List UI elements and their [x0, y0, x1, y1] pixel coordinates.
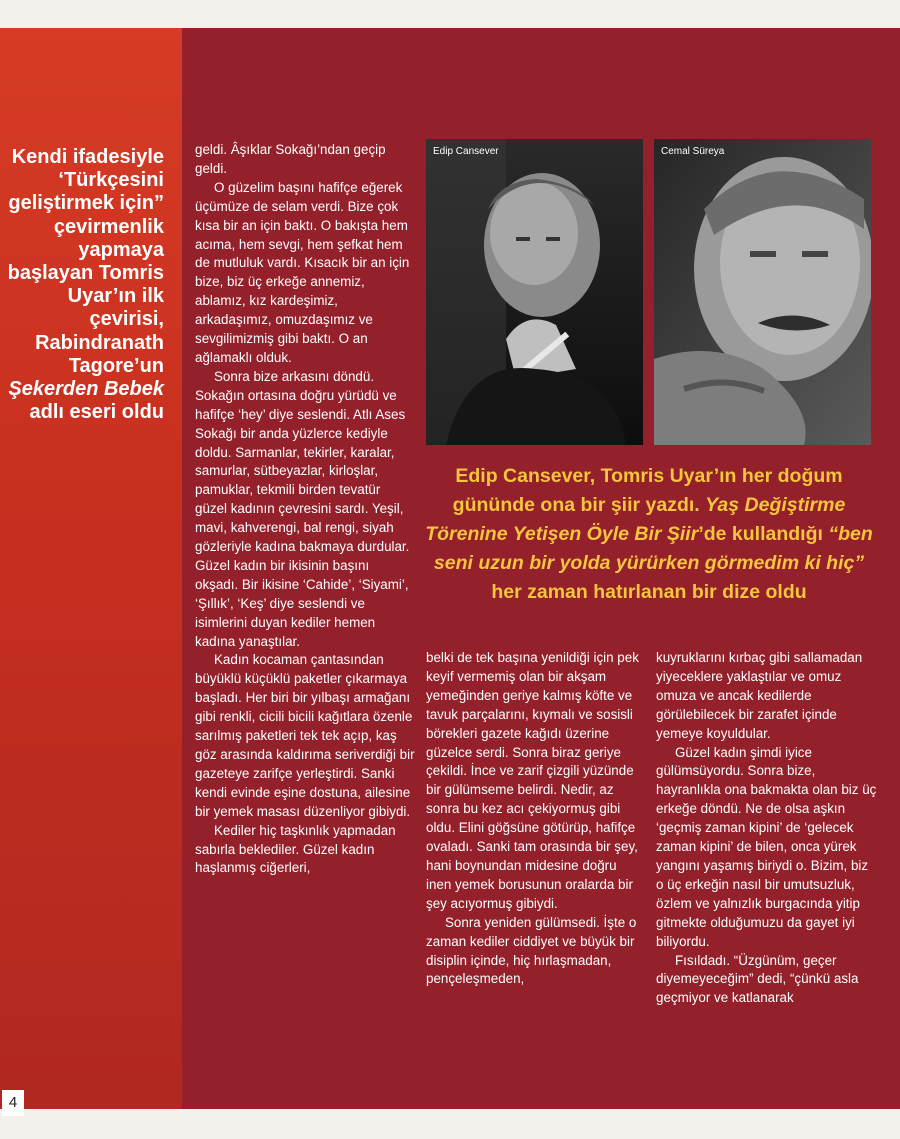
portrait-illustration	[426, 139, 643, 445]
pull-quote-text-end: her zaman hatırlanan bir dize oldu	[491, 581, 807, 603]
pull-quote-verse: “ben seni uzun bir yolda yürürken görmedim ki hiç”	[433, 523, 873, 574]
photo-edip-cansever	[426, 139, 643, 445]
paragraph: O güzelim başını hafifçe eğerek üçümüze de selam verdi. Bize çok kısa bir an için baktı. O bakışta hem acıma, hem sevgi, hem şefkat hem de mutluluk vardı. Kısacık bir an için bize, biz üç erkeğe annemiz, ablamız, kız kardeşimiz, arkadaşımız, omuzdaşımız ve sevgilimizmiş gibi baktı. O an ağlamaklı olduk.	[195, 179, 410, 365]
side-pull-quote	[6, 146, 164, 424]
pull-quote-text: ’de kullandığı	[698, 523, 829, 545]
text-column-3	[656, 649, 878, 1008]
paragraph: Güzel kadın şimdi iyice gülümsüyordu. Sonra bize, hayranlıkla ona bakmakta olan biz üç erkeğe döndü. Ne de olsa aşkın ‘geçmiş zaman kipini’ de ‘gelecek zaman kipini’ de bilen, onca yürek yangını yaşamış biriydi o. Bizim, biz o üç erkeğin nasıl bir umutsuzluk, özlem ve yalnızlık burgacında yitip gitmekte olduğumuzu da gayet iyi biliyordu.	[656, 744, 877, 949]
paragraph: belki de tek başına yenildiği için pek keyif vermemiş olan bir akşam yemeğinden geriye kalmış köfte ve tavuk parçalarını, kıymalı ve sosisli börekleri gazete kağıdı üzerine güzelce serdi. Sonra biraz geriye çekildi. İnce ve zarif çizgili yüzünde bir gülümseme belirdi. Nedir, az sonra bu kez acı çekiyormuş gibi oldu. Elini göğsüne götürüp, hafifçe ovaladı. Sanki tam orasında bir şey, hani boynundan midesine doğru inen yemek borusunun oralarda bir şey acıyormuş gibiydi.	[426, 650, 639, 911]
paragraph: geldi. Âşıklar Sokağı’ndan geçip geldi.	[195, 142, 386, 176]
photo-cemal-sureya	[654, 139, 871, 445]
paragraph: Fısıldadı. “Üzgünüm, geçer diyemeyeceğim” dedi, “çünkü asla geçmiyor ve katlanarak	[656, 952, 859, 1006]
photo-caption: Edip Cansever	[433, 146, 499, 157]
page-number: 4	[2, 1090, 24, 1116]
top-margin	[0, 0, 900, 28]
paragraph: Sonra yeniden gülümsedi. İşte o zaman kediler ciddiyet ve büyük bir disiplin içinde, hiç hırlaşmadan, pençeleşmeden,	[426, 914, 637, 987]
bottom-margin	[0, 1109, 900, 1139]
pull-quote-text: Edip Cansever, Tomris Uyar’ın her doğum gününde ona bir şiir yazdı.	[452, 465, 843, 516]
paragraph: Kadın kocaman çantasından büyüklü küçüklü paketler çıkarmaya başladı. Her biri bir yılbaşı armağanı gibi renkli, cicili bicili kağıtlara özenle sarılmış paketleri tek tek açıp, kaş göz arasında kaldırıma seriverdiği bir gazeteye zarifçe yerleştirdi. Sanki kendi evinde eşine dostuna, ailesine bir yemek masası düzenliyor gibiydi.	[195, 652, 415, 819]
photo-caption: Cemal Süreya	[661, 146, 725, 157]
pull-quote-poem-title: Yaş Değiştirme Törenine Yetişen Öyle Bir Şiir	[425, 494, 846, 545]
photo-pull-quote	[420, 462, 878, 607]
portrait-illustration	[654, 139, 871, 445]
side-quote-text: Kendi ifadesiyle ‘Türkçesini geliştirmek için” çevirmenlik yapmaya başlayan Tomris Uyar’ın ilk çevirisi, Rabindranath Tagore’un	[7, 146, 164, 377]
side-quote-text-end: adlı eseri oldu	[29, 401, 164, 424]
text-column-1	[195, 141, 415, 878]
text-column-2	[426, 649, 644, 989]
paragraph: Kediler hiç taşkınlık yapmadan sabırla beklediler. Güzel kadın haşlanmış ciğerleri,	[195, 822, 396, 876]
paragraph: kuyruklarını kırbaç gibi sallamadan yiyeceklere yaklaştılar ve omuz omuza ve ancak kedilerde görülebilecek bir zarafet içinde yemeye koyuldular.	[656, 650, 863, 741]
paragraph: Sonra bize arkasını döndü. Sokağın ortasına doğru yürüdü ve hafifçe ‘hey’ diye seslendi. Atlı Ases Sokağı bir anda yüzlerce kediyle doldu. Sarmanlar, tekirler, karalar, samurlar, sütbeyazlar, kirloşlar, pamuklar, tekmili birden tevatür güzel kadının çevresini sardı. Yeşil, mavi, kahverengi, bal rengi, siyah gözleriyle kadına bakmaya durdular. Güzel kadın bir ikisinin başını okşadı. Bir ikisine ‘Cahide’, ‘Siyami’, ‘Şıllık’, ‘Keş’ diye seslendi ve isimlerini duyan kediler hemen kadına yanaştılar.	[195, 368, 410, 649]
side-quote-book-title: Şekerden Bebek	[8, 378, 164, 401]
